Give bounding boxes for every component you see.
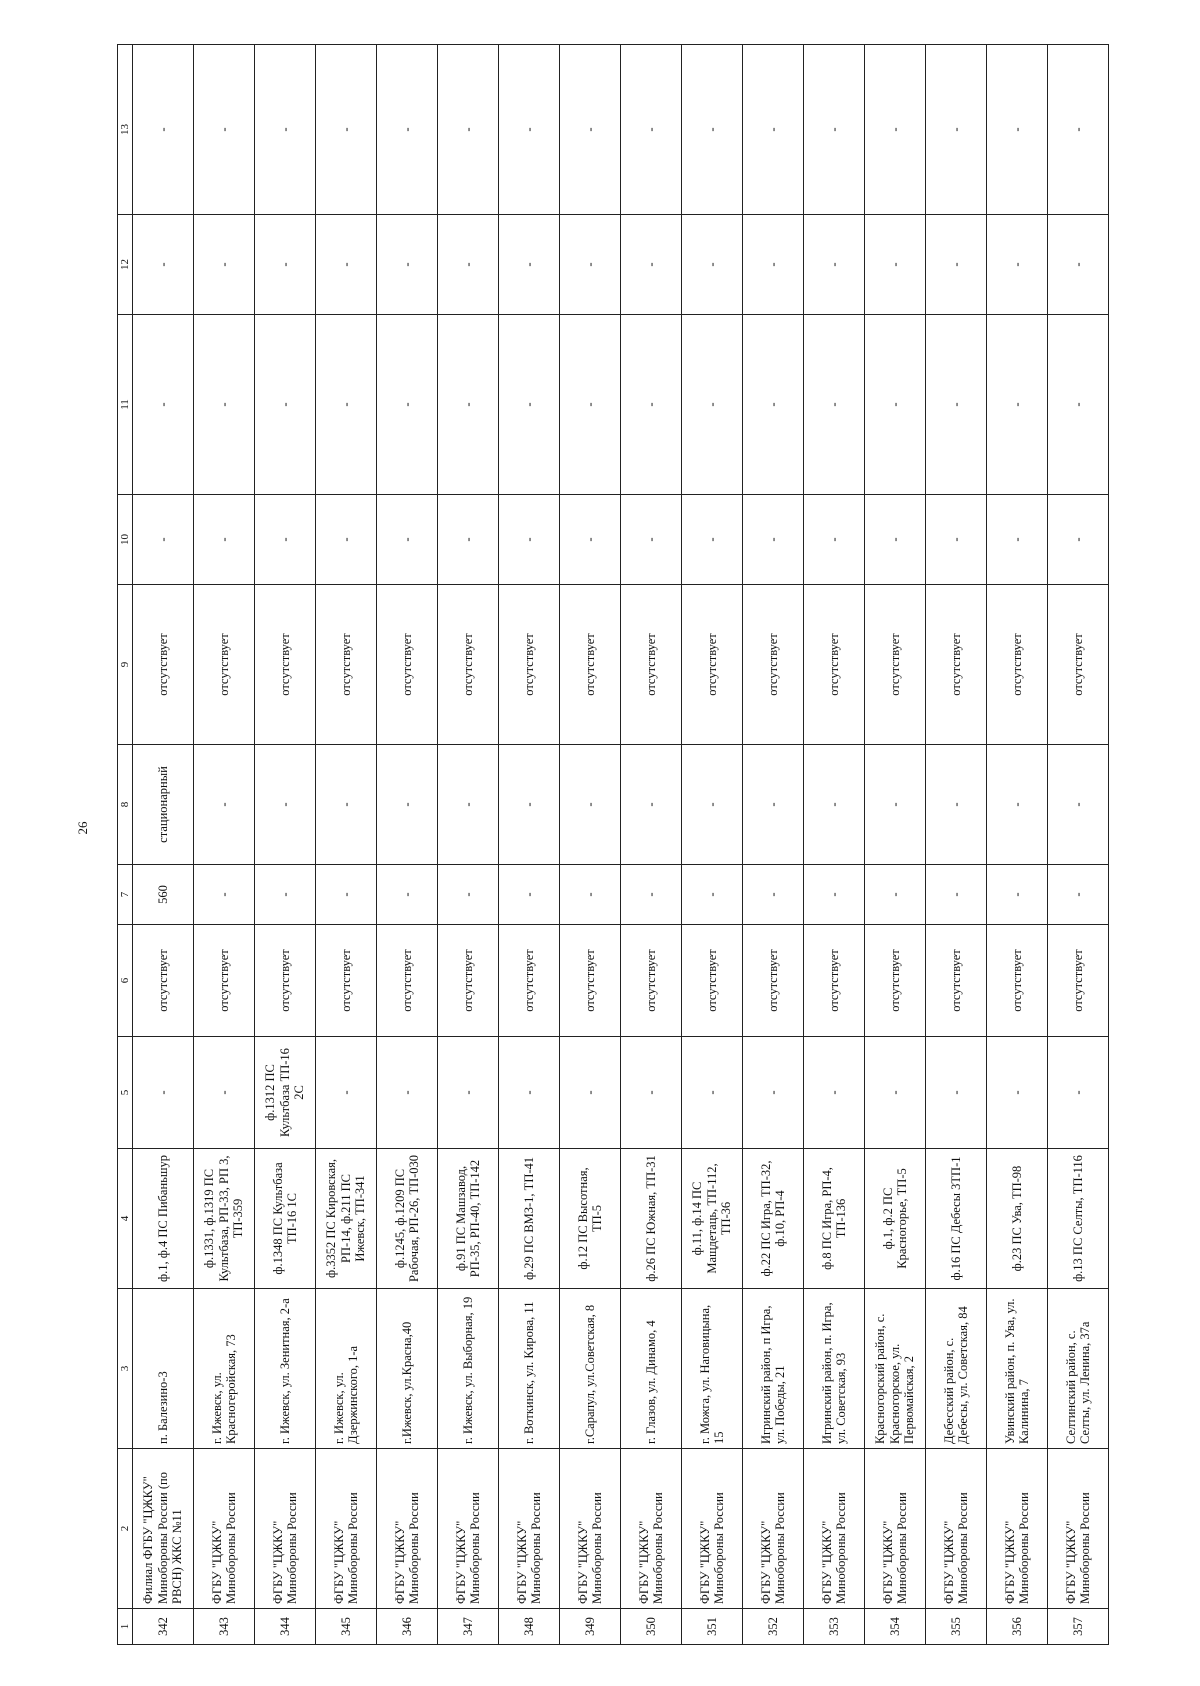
table-cell-col-1: 349	[560, 1609, 621, 1645]
table-cell-col-10: -	[1048, 495, 1109, 585]
table-cell-col-5: -	[682, 1037, 743, 1149]
table-row	[499, 45, 560, 1645]
table-cell-col-8: -	[804, 745, 865, 865]
table-cell-col-12: -	[804, 215, 865, 315]
table-cell-col-2: ФГБУ "ЦЖКУ" Минобороны России	[377, 1449, 438, 1609]
table-cell-col-6: отсутствует	[377, 925, 438, 1037]
table-cell-col-10: -	[926, 495, 987, 585]
column-header-6: 6	[118, 925, 133, 1037]
table-cell-col-10: -	[255, 495, 316, 585]
table-cell-col-3: Дебесский район, с. Дебесы, ул. Советская, 84	[926, 1289, 987, 1449]
table-cell-col-5: -	[743, 1037, 804, 1149]
table-cell-col-4: ф.1348 ПС Культбаза ТП-16 1С	[255, 1149, 316, 1289]
table-cell-col-12: -	[499, 215, 560, 315]
column-header-4: 4	[118, 1149, 133, 1289]
table-cell-col-6: отсутствует	[987, 925, 1048, 1037]
table-cell-col-5: -	[133, 1037, 194, 1149]
table-cell-col-10: -	[316, 495, 377, 585]
table-cell-col-6: отсутствует	[1048, 925, 1109, 1037]
table-cell-col-11: -	[865, 315, 926, 495]
table-cell-col-5: -	[499, 1037, 560, 1149]
table-cell-col-7: -	[987, 865, 1048, 925]
table-cell-col-8: -	[316, 745, 377, 865]
table-cell-col-12: -	[438, 215, 499, 315]
table-cell-col-6: отсутствует	[865, 925, 926, 1037]
table-cell-col-13: -	[743, 45, 804, 215]
table-cell-col-13: -	[682, 45, 743, 215]
table-cell-col-8: -	[499, 745, 560, 865]
table-cell-col-5: -	[377, 1037, 438, 1149]
column-header-13: 13	[118, 45, 133, 215]
table-cell-col-3: п. Балезино-3	[133, 1289, 194, 1449]
table-cell-col-12: -	[316, 215, 377, 315]
table-cell-col-8: -	[377, 745, 438, 865]
table-cell-col-8: -	[987, 745, 1048, 865]
table-cell-col-7: -	[560, 865, 621, 925]
table-cell-col-3: г. Ижевск, ул. Дзержинского, 1-а	[316, 1289, 377, 1449]
table-cell-col-8: стационарный	[133, 745, 194, 865]
table-row	[1048, 45, 1109, 1645]
table-cell-col-9: отсутствует	[743, 585, 804, 745]
column-header-5: 5	[118, 1037, 133, 1149]
table-row	[133, 45, 194, 1645]
table-cell-col-6: отсутствует	[499, 925, 560, 1037]
table-cell-col-6: отсутствует	[255, 925, 316, 1037]
table-cell-col-2: Филиал ФГБУ "ЦЖКУ" Минобороны России (по РВСН) ЖКС №11	[133, 1449, 194, 1609]
table-cell-col-2: ФГБУ "ЦЖКУ" Минобороны России	[1048, 1449, 1109, 1609]
table-cell-col-3: Селтинский район, с. Селты, ул. Ленина, 37а	[1048, 1289, 1109, 1449]
column-header-9: 9	[118, 585, 133, 745]
table-row	[865, 45, 926, 1645]
column-header-10: 10	[118, 495, 133, 585]
rotated-table-container	[117, 45, 1117, 1645]
table-cell-col-10: -	[438, 495, 499, 585]
table-cell-col-10: -	[133, 495, 194, 585]
table-cell-col-4: ф.3352 ПС Кировская, РП-14, ф.211 ПС Ижевск, ТП-341	[316, 1149, 377, 1289]
column-header-12: 12	[118, 215, 133, 315]
table-cell-col-10: -	[499, 495, 560, 585]
table-row	[255, 45, 316, 1645]
table-cell-col-5: -	[560, 1037, 621, 1149]
table-cell-col-11: -	[560, 315, 621, 495]
table-cell-col-11: -	[926, 315, 987, 495]
table-cell-col-4: ф.13 ПС Селты, ТП-116	[1048, 1149, 1109, 1289]
table-cell-col-11: -	[987, 315, 1048, 495]
table-row	[560, 45, 621, 1645]
table-cell-col-1: 356	[987, 1609, 1048, 1645]
table-cell-col-2: ФГБУ "ЦЖКУ" Минобороны России	[865, 1449, 926, 1609]
table-cell-col-13: -	[804, 45, 865, 215]
table-cell-col-11: -	[1048, 315, 1109, 495]
table-cell-col-13: -	[438, 45, 499, 215]
table-cell-col-4: ф.22 ПС Игра, ТП-32, ф.10, РП-4	[743, 1149, 804, 1289]
table-cell-col-13: -	[255, 45, 316, 215]
table-cell-col-8: -	[926, 745, 987, 865]
table-cell-col-5: -	[804, 1037, 865, 1149]
table-row	[438, 45, 499, 1645]
table-cell-col-3: г.Сарапул, ул.Советская, 8	[560, 1289, 621, 1449]
table-cell-col-4: ф.8 ПС Игра, РП-4, ТП-136	[804, 1149, 865, 1289]
table-cell-col-1: 355	[926, 1609, 987, 1645]
table-cell-col-8: -	[255, 745, 316, 865]
table-cell-col-6: отсутствует	[926, 925, 987, 1037]
table-cell-col-7: -	[621, 865, 682, 925]
table-cell-col-11: -	[438, 315, 499, 495]
table-cell-col-2: ФГБУ "ЦЖКУ" Минобороны России	[255, 1449, 316, 1609]
table-cell-col-1: 346	[377, 1609, 438, 1645]
table-cell-col-7: -	[865, 865, 926, 925]
table-cell-col-9: отсутствует	[987, 585, 1048, 745]
table-cell-col-7: -	[377, 865, 438, 925]
table-cell-col-12: -	[133, 215, 194, 315]
table-cell-col-6: отсутствует	[133, 925, 194, 1037]
table-cell-col-7: -	[804, 865, 865, 925]
table-cell-col-9: отсутствует	[926, 585, 987, 745]
table-cell-col-12: -	[987, 215, 1048, 315]
table-cell-col-4: ф.1245, ф.1209 ПС Рабочая, РП-26, ТП-030	[377, 1149, 438, 1289]
table-cell-col-4: ф.1331, ф.1319 ПС Культбаза, РП-33, РП 3, ТП-359	[194, 1149, 255, 1289]
table-cell-col-10: -	[621, 495, 682, 585]
table-cell-col-4: ф.16 ПС Дебесы 3ТП-1	[926, 1149, 987, 1289]
table-cell-col-10: -	[377, 495, 438, 585]
table-cell-col-11: -	[499, 315, 560, 495]
column-header-3: 3	[118, 1289, 133, 1449]
table-cell-col-9: отсутствует	[682, 585, 743, 745]
table-row	[987, 45, 1048, 1645]
table-row	[682, 45, 743, 1645]
table-cell-col-12: -	[926, 215, 987, 315]
table-cell-col-2: ФГБУ "ЦЖКУ" Минобороны России	[804, 1449, 865, 1609]
table-cell-col-8: -	[743, 745, 804, 865]
table-cell-col-9: отсутствует	[865, 585, 926, 745]
table-cell-col-8: -	[438, 745, 499, 865]
table-cell-col-2: ФГБУ "ЦЖКУ" Минобороны России	[560, 1449, 621, 1609]
table-cell-col-9: отсутствует	[1048, 585, 1109, 745]
table-cell-col-1: 351	[682, 1609, 743, 1645]
table-cell-col-6: отсутствует	[621, 925, 682, 1037]
table-cell-col-3: г. Можга, ул. Наговицына, 15	[682, 1289, 743, 1449]
table-cell-col-4: ф.29 ПС ВМЗ-1, ТП-41	[499, 1149, 560, 1289]
table-cell-col-12: -	[377, 215, 438, 315]
table-cell-col-7: -	[255, 865, 316, 925]
table-cell-col-3: г. Воткинск, ул. Кирова, 11	[499, 1289, 560, 1449]
table-cell-col-2: ФГБУ "ЦЖКУ" Минобороны России	[316, 1449, 377, 1609]
data-table	[117, 44, 1109, 1645]
table-cell-col-11: -	[804, 315, 865, 495]
table-row	[377, 45, 438, 1645]
table-cell-col-9: отсутствует	[499, 585, 560, 745]
table-cell-col-10: -	[743, 495, 804, 585]
table-cell-col-6: отсутствует	[682, 925, 743, 1037]
table-cell-col-7: -	[316, 865, 377, 925]
table-cell-col-4: ф.91 ПС Машзавод, РП-35, РП-40, ТП-142	[438, 1149, 499, 1289]
table-row	[926, 45, 987, 1645]
table-cell-col-12: -	[1048, 215, 1109, 315]
table-cell-col-6: отсутствует	[316, 925, 377, 1037]
table-cell-col-2: ФГБУ "ЦЖКУ" Минобороны России	[194, 1449, 255, 1609]
table-cell-col-2: ФГБУ "ЦЖКУ" Минобороны России	[621, 1449, 682, 1609]
table-cell-col-13: -	[621, 45, 682, 215]
table-cell-col-2: ФГБУ "ЦЖКУ" Минобороны России	[499, 1449, 560, 1609]
table-cell-col-1: 348	[499, 1609, 560, 1645]
table-cell-col-13: -	[194, 45, 255, 215]
column-header-2: 2	[118, 1449, 133, 1609]
table-cell-col-6: отсутствует	[438, 925, 499, 1037]
table-cell-col-1: 345	[316, 1609, 377, 1645]
table-cell-col-8: -	[865, 745, 926, 865]
table-cell-col-4: ф.26 ПС Южная, ТП-31	[621, 1149, 682, 1289]
table-cell-col-2: ФГБУ "ЦЖКУ" Минобороны России	[987, 1449, 1048, 1609]
table-cell-col-9: отсутствует	[560, 585, 621, 745]
table-cell-col-10: -	[865, 495, 926, 585]
table-cell-col-1: 350	[621, 1609, 682, 1645]
table-cell-col-5: -	[1048, 1037, 1109, 1149]
table-cell-col-7: 560	[133, 865, 194, 925]
table-cell-col-1: 352	[743, 1609, 804, 1645]
table-cell-col-11: -	[316, 315, 377, 495]
table-cell-col-13: -	[133, 45, 194, 215]
column-header-7: 7	[118, 865, 133, 925]
table-cell-col-1: 357	[1048, 1609, 1109, 1645]
table-cell-col-3: г. Ижевск, ул. Зенитная, 2-а	[255, 1289, 316, 1449]
table-cell-col-12: -	[255, 215, 316, 315]
table-row	[743, 45, 804, 1645]
table-cell-col-3: г. Ижевск, ул. Выборная, 19	[438, 1289, 499, 1449]
table-cell-col-13: -	[1048, 45, 1109, 215]
table-cell-col-11: -	[743, 315, 804, 495]
table-cell-col-4: ф.12 ПС Высотная, ТП-5	[560, 1149, 621, 1289]
table-cell-col-3: г.Ижевск, ул.Красна,40	[377, 1289, 438, 1449]
table-cell-col-8: -	[194, 745, 255, 865]
table-cell-col-12: -	[865, 215, 926, 315]
table-cell-col-12: -	[560, 215, 621, 315]
table-cell-col-1: 347	[438, 1609, 499, 1645]
table-cell-col-9: отсутствует	[316, 585, 377, 745]
column-header-8: 8	[118, 745, 133, 865]
table-cell-col-8: -	[1048, 745, 1109, 865]
table-cell-col-5: ф.1312 ПС Культбаза ТП-16 2С	[255, 1037, 316, 1149]
table-cell-col-2: ФГБУ "ЦЖКУ" Минобороны России	[682, 1449, 743, 1609]
table-cell-col-8: -	[560, 745, 621, 865]
table-cell-col-9: отсутствует	[194, 585, 255, 745]
table-cell-col-5: -	[316, 1037, 377, 1149]
table-cell-col-5: -	[194, 1037, 255, 1149]
table-cell-col-5: -	[926, 1037, 987, 1149]
table-cell-col-11: -	[194, 315, 255, 495]
table-cell-col-5: -	[621, 1037, 682, 1149]
table-cell-col-13: -	[865, 45, 926, 215]
table-cell-col-13: -	[987, 45, 1048, 215]
table-cell-col-7: -	[438, 865, 499, 925]
table-cell-col-6: отсутствует	[560, 925, 621, 1037]
table-row	[316, 45, 377, 1645]
table-cell-col-12: -	[621, 215, 682, 315]
column-header-11: 11	[118, 315, 133, 495]
table-cell-col-3: г. Ижевск, ул. Красногеройская, 73	[194, 1289, 255, 1449]
table-cell-col-4: ф.11, ф.14 ПС Мащдетаць, ТП-112, ТП-36	[682, 1149, 743, 1289]
table-cell-col-3: Увинский район, п. Ува, ул. Калинина, 7	[987, 1289, 1048, 1449]
column-header-1: 1	[118, 1609, 133, 1645]
table-cell-col-4: ф.23 ПС Ува, ТП-98	[987, 1149, 1048, 1289]
table-cell-col-8: -	[682, 745, 743, 865]
table-cell-col-13: -	[926, 45, 987, 215]
table-cell-col-9: отсутствует	[621, 585, 682, 745]
table-cell-col-1: 342	[133, 1609, 194, 1645]
table-cell-col-11: -	[377, 315, 438, 495]
table-cell-col-11: -	[255, 315, 316, 495]
table-cell-col-12: -	[682, 215, 743, 315]
table-cell-col-1: 343	[194, 1609, 255, 1645]
table-cell-col-10: -	[194, 495, 255, 585]
table-cell-col-13: -	[560, 45, 621, 215]
table-cell-col-12: -	[194, 215, 255, 315]
table-cell-col-11: -	[682, 315, 743, 495]
table-cell-col-13: -	[316, 45, 377, 215]
table-row	[194, 45, 255, 1645]
table-cell-col-3: Игринский район, п Игра, ул. Победы, 21	[743, 1289, 804, 1449]
header-row	[118, 45, 133, 1645]
table-cell-col-10: -	[987, 495, 1048, 585]
table-cell-col-1: 344	[255, 1609, 316, 1645]
table-row	[621, 45, 682, 1645]
table-cell-col-10: -	[682, 495, 743, 585]
table-cell-col-9: отсутствует	[804, 585, 865, 745]
table-cell-col-4: ф.1, ф.2 ПС Красногорье, ТП-5	[865, 1149, 926, 1289]
table-cell-col-6: отсутствует	[194, 925, 255, 1037]
table-cell-col-5: -	[987, 1037, 1048, 1149]
table-cell-col-2: ФГБУ "ЦЖКУ" Минобороны России	[743, 1449, 804, 1609]
table-cell-col-6: отсутствует	[804, 925, 865, 1037]
table-cell-col-5: -	[865, 1037, 926, 1149]
table-cell-col-1: 354	[865, 1609, 926, 1645]
table-cell-col-11: -	[133, 315, 194, 495]
table-body	[133, 45, 1109, 1645]
table-cell-col-12: -	[743, 215, 804, 315]
page-number: 26	[75, 821, 90, 835]
table-cell-col-3: Красногорский район, с. Красногорское, ул. Первомайская, 2	[865, 1289, 926, 1449]
table-cell-col-1: 353	[804, 1609, 865, 1645]
table-cell-col-4: ф.1, ф.4 ПС Пибаньшур	[133, 1149, 194, 1289]
table-cell-col-9: отсутствует	[255, 585, 316, 745]
table-cell-col-13: -	[499, 45, 560, 215]
table-cell-col-8: -	[621, 745, 682, 865]
table-cell-col-5: -	[438, 1037, 499, 1149]
table-cell-col-10: -	[804, 495, 865, 585]
table-cell-col-7: -	[743, 865, 804, 925]
table-cell-col-9: отсутствует	[438, 585, 499, 745]
table-cell-col-3: Игринский район, п. Игра, ул. Советская, 93	[804, 1289, 865, 1449]
table-row	[804, 45, 865, 1645]
table-cell-col-3: г. Глазов, ул. Динамо, 4	[621, 1289, 682, 1449]
table-cell-col-11: -	[621, 315, 682, 495]
table-cell-col-7: -	[1048, 865, 1109, 925]
table-cell-col-9: отсутствует	[133, 585, 194, 745]
table-cell-col-7: -	[499, 865, 560, 925]
table-cell-col-13: -	[377, 45, 438, 215]
table-cell-col-7: -	[194, 865, 255, 925]
table-cell-col-10: -	[560, 495, 621, 585]
table-cell-col-2: ФГБУ "ЦЖКУ" Минобороны России	[438, 1449, 499, 1609]
table-cell-col-7: -	[926, 865, 987, 925]
table-cell-col-9: отсутствует	[377, 585, 438, 745]
table-cell-col-2: ФГБУ "ЦЖКУ" Минобороны России	[926, 1449, 987, 1609]
table-cell-col-6: отсутствует	[743, 925, 804, 1037]
table-cell-col-7: -	[682, 865, 743, 925]
